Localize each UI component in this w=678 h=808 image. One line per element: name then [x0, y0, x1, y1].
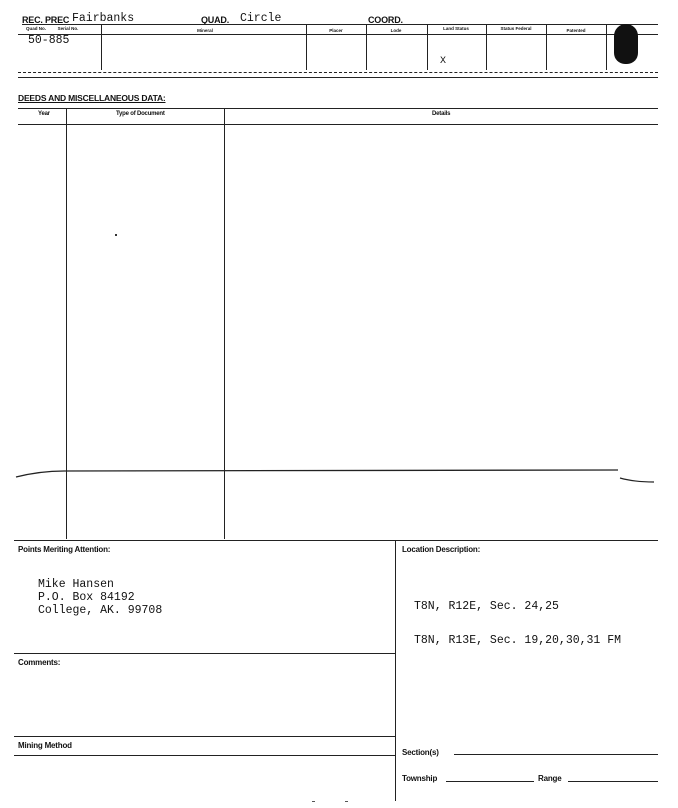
fold-line [0, 462, 678, 488]
range-field-line [568, 781, 658, 782]
header-underline [22, 24, 658, 25]
rec-prec-label: REC. PREC [22, 15, 70, 25]
deeds-header-line [18, 124, 658, 125]
sections-label: Section(s) [402, 748, 439, 757]
details-header: Details [432, 111, 451, 117]
points-meriting-attention-text: Mike Hansen P.O. Box 84192 College, AK. 99708 [38, 578, 163, 617]
year-header: Year [38, 111, 50, 117]
redaction-blot [614, 24, 638, 64]
township-field-line [446, 781, 534, 782]
mining-method-top-line [14, 736, 395, 737]
patented-header: Patented [566, 28, 586, 33]
township-label: Township [402, 774, 438, 783]
col-divider [486, 25, 487, 70]
col-divider [606, 25, 607, 70]
mining-method-label: Mining Method [18, 741, 72, 750]
comments-top-line [14, 653, 395, 654]
location-line-2: T8N, R13E, Sec. 19,20,30,31 FM [414, 634, 622, 647]
table-bottom-line-2 [18, 77, 658, 78]
quad-value: Circle [240, 12, 282, 25]
col-divider [427, 25, 428, 70]
sections-field-line [454, 754, 658, 755]
col-divider [546, 25, 547, 70]
status-federal-header: Status Federal [500, 26, 532, 31]
table-bottom-line [18, 72, 658, 73]
quad-no-header: Quad No. [26, 26, 46, 31]
serial-no-header: Serial No. [57, 26, 79, 31]
land-status-header: Land Status [443, 26, 469, 31]
points-meriting-attention-label: Points Meriting Attention: [18, 545, 111, 554]
land-status-mark: X [440, 56, 447, 67]
comments-label: Comments: [18, 658, 61, 667]
lode-header: Lode [390, 28, 402, 33]
speck [312, 801, 315, 802]
col-divider [101, 25, 102, 70]
mineral-header: Mineral [197, 28, 213, 33]
mining-method-underline [14, 755, 395, 756]
rec-prec-value: Fairbanks [72, 12, 135, 25]
lower-col-divider [395, 541, 396, 801]
deeds-top-line [18, 108, 658, 109]
col-divider [366, 25, 367, 70]
col-divider [306, 25, 307, 70]
deeds-section-title: DEEDS AND MISCELLANEOUS DATA: [18, 93, 166, 103]
table-header-bottom-line [18, 34, 658, 35]
coord-label: COORD. [368, 15, 403, 25]
lower-top-line [14, 540, 658, 541]
range-label: Range [538, 774, 562, 783]
speck [115, 234, 117, 236]
speck [345, 801, 348, 802]
quad-label: QUAD. [201, 15, 229, 25]
location-line-1: T8N, R12E, Sec. 24,25 [414, 600, 559, 613]
type-of-document-header: Type of Document [116, 111, 165, 117]
placer-header: Placer [329, 28, 343, 33]
quad-no-value: 50-885 [28, 34, 70, 47]
location-description-label: Location Description: [402, 545, 481, 554]
